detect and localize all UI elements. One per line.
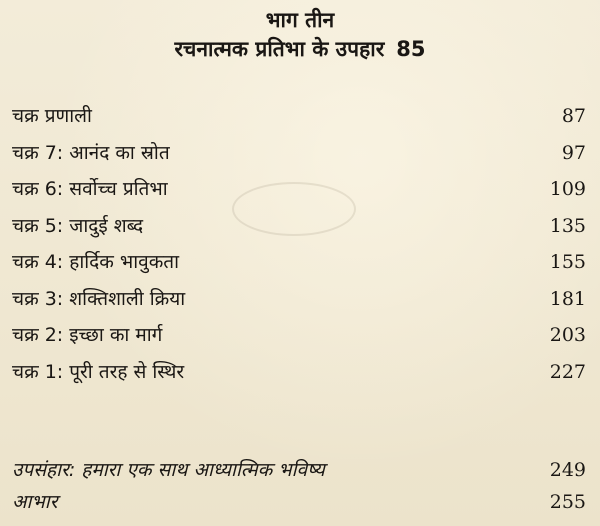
part-page-number: 85: [396, 37, 426, 61]
toc-entry: [12, 102, 586, 139]
toc-entry-page: 109: [549, 178, 586, 200]
toc-entry-title: चक्र 6: सर्वोच्च प्रतिभा: [12, 178, 168, 200]
table-of-contents: [12, 102, 586, 394]
toc-entry-page: 135: [549, 214, 586, 237]
toc-entry: [12, 248, 586, 285]
toc-entry-title: चक्र 7: आनंद का स्रोत: [12, 141, 170, 164]
toc-entry-page: 181: [549, 287, 586, 310]
toc-entry-title: चक्र 1: पूरी तरह से स्थिर: [12, 360, 185, 383]
part-title-row: [0, 34, 600, 64]
back-matter-title: उपसंहार: हमारा एक साथ आध्यात्मिक भविष्य: [12, 459, 325, 481]
toc-entry-title: चक्र 2: इच्छा का मार्ग: [12, 324, 163, 346]
toc-entry: [12, 175, 586, 212]
toc-entry-page: 227: [549, 360, 586, 383]
back-matter-list: [12, 456, 586, 520]
toc-entry-title: चक्र 5: जादुई शब्द: [12, 214, 144, 237]
toc-entry-page: 97: [561, 141, 586, 164]
toc-entry: [12, 285, 586, 322]
toc-entry-title: चक्र 4: हार्दिक भावुकता: [12, 251, 180, 273]
toc-entry: [12, 139, 586, 176]
back-matter-entry: [12, 456, 586, 488]
back-matter-title: आभार: [12, 491, 58, 513]
part-label: भाग तीन: [265, 8, 335, 32]
part-header: [0, 6, 600, 64]
toc-entry-title: चक्र 3: शक्तिशाली क्रिया: [12, 287, 186, 310]
back-matter-entry: [12, 488, 586, 520]
toc-entry: [12, 212, 586, 249]
toc-entry-title: चक्र प्रणाली: [12, 105, 92, 127]
toc-entry-page: 155: [549, 251, 586, 273]
toc-entry-page: 87: [561, 105, 586, 127]
part-title: रचनात्मक प्रतिभा के उपहार: [174, 37, 385, 61]
toc-entry: [12, 321, 586, 358]
toc-entry-page: 203: [549, 324, 586, 346]
back-matter-page: 249: [549, 459, 586, 481]
toc-entry: [12, 358, 586, 395]
back-matter-page: 255: [549, 491, 586, 513]
